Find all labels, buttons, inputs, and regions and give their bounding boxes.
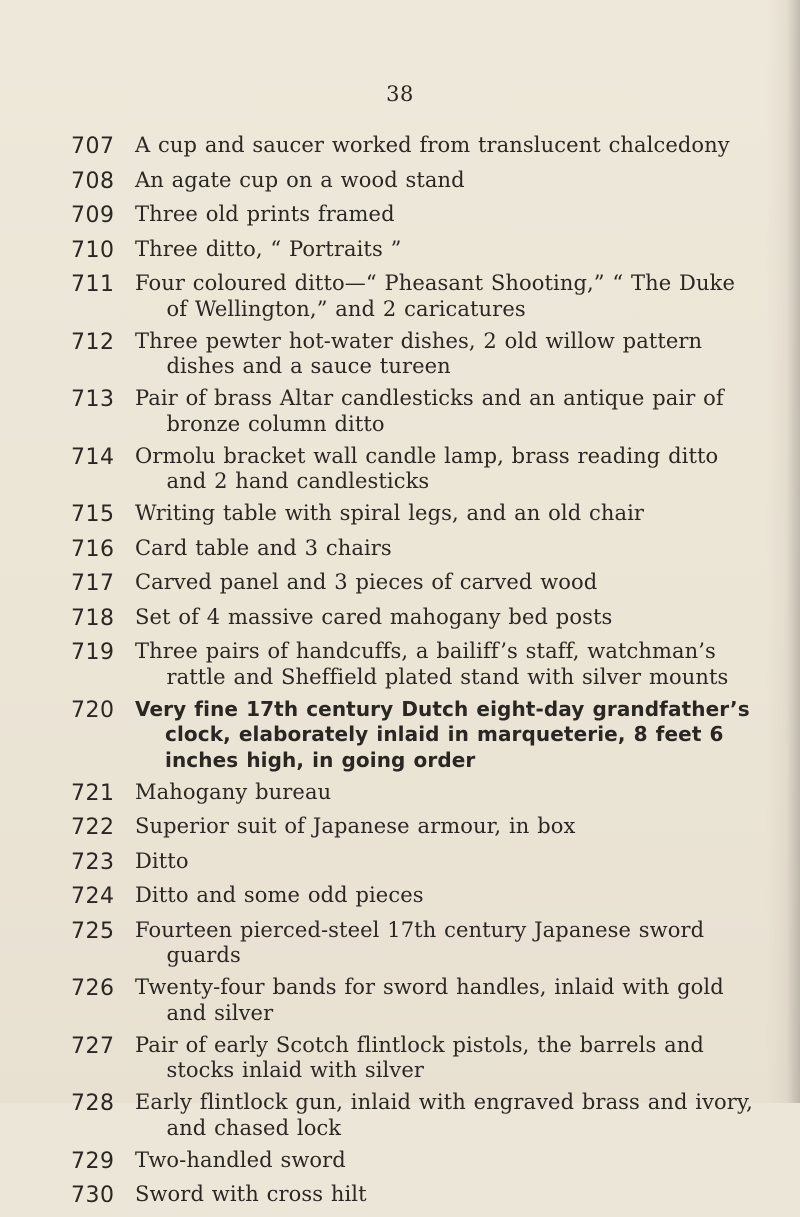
lot-description: Carved panel and 3 pieces of carved wood [135,570,598,594]
lot-description: Two-handled sword [135,1147,346,1172]
lot-description: Three ditto, “ Portraits ” [135,236,402,261]
lot-entry [0,329,800,380]
lot-entry [0,639,800,690]
lot-entry [0,570,800,598]
lot-description: Set of 4 massive cared mahogany bed posts [135,604,613,629]
lot-number: 724 [71,884,115,909]
lot-description: Four coloured ditto—“ Pheasant Shooting,” “ The Duke of Wellington,” and 2 caricatures [135,271,735,321]
lot-number: 730 [71,1183,115,1208]
lot-number: 727 [71,1033,115,1059]
lot-entry [0,697,800,774]
lot-number: 708 [71,168,115,194]
lot-entry [0,605,800,633]
lot-entry [0,237,800,265]
lot-number: 720 [71,697,115,723]
lot-number: 717 [71,571,115,596]
lot-description: A cup and saucer worked from translucent chalcedony [135,133,730,157]
lot-number: 714 [71,444,115,470]
lot-number: 719 [71,640,115,665]
lot-entry [0,814,800,842]
page-edge-shadow [766,0,800,1103]
lot-number: 725 [71,918,115,944]
page-number: 38 [386,82,414,106]
lot-description: Three pairs of handcuffs, a bailiff’s staff, watchman’s rattle and Sheffield plated stand with silver mounts [135,639,729,689]
lot-entry [0,168,800,196]
lot-entry [0,849,800,877]
lot-description: Ditto and some odd pieces [135,883,424,907]
lot-entry [0,202,800,230]
lot-description: Three old prints framed [135,202,395,226]
lot-number: 715 [71,502,115,527]
lot-description: An agate cup on a wood stand [135,167,465,192]
lot-description: Writing table with spiral legs, and an old chair [135,501,645,525]
lot-number: 711 [71,272,115,297]
lot-number: 723 [71,849,115,875]
lot-description: Fourteen pierced-steel 17th century Japanese sword guards [135,917,705,967]
lot-entry [0,536,800,564]
lot-number: 709 [71,203,115,228]
lot-description: Early flintlock gun, inlaid with engraved brass and ivory, and chased lock [135,1090,753,1140]
lot-number: 710 [71,237,115,263]
lot-description: Pair of brass Altar candlesticks and an antique pair of bronze column ditto [135,386,724,436]
lot-description: Very fine 17th century Dutch eight-day grandfather’s clock, elaborately inlaid in marqueterie, 8 feet 6 inches high, in going order [135,696,750,772]
lot-entry [0,501,800,529]
lot-entry [0,1090,800,1141]
lot-number: 722 [71,815,115,840]
lot-number: 729 [71,1148,115,1174]
lot-description: Mahogany bureau [135,779,332,804]
lot-entry [0,883,800,911]
lot-entry [0,780,800,808]
lot-entry [0,1148,800,1176]
lot-number: 713 [71,387,115,412]
lot-description: Ditto [135,848,189,873]
lot-description: Sword with cross hilt [135,1182,367,1206]
lot-description: Three pewter hot-water dishes, 2 old willow pattern dishes and a sauce tureen [135,328,703,378]
lot-entry [0,386,800,437]
lot-number: 721 [71,780,115,806]
lot-number: 707 [71,134,115,159]
lot-entry [0,133,800,161]
lot-description: Card table and 3 chairs [135,535,392,560]
lot-entry [0,271,800,322]
lot-description: Superior suit of Japanese armour, in box [135,814,576,838]
lot-description: Ormolu bracket wall candle lamp, brass reading ditto and 2 hand candlesticks [135,443,719,493]
lot-entry [0,1033,800,1084]
lot-description: Twenty-four bands for sword handles, inlaid with gold and silver [135,975,724,1025]
lot-number: 726 [71,976,115,1001]
lot-description: Pair of early Scotch flintlock pistols, the barrels and stocks inlaid with silver [135,1032,704,1082]
lot-entry [0,975,800,1026]
lot-entry [0,444,800,495]
lot-number: 718 [71,605,115,631]
lot-number: 716 [71,536,115,562]
lot-list [0,133,800,1217]
lot-entry [0,1182,800,1210]
lot-number: 728 [71,1091,115,1116]
lot-entry [0,918,800,969]
lot-number: 712 [71,329,115,355]
